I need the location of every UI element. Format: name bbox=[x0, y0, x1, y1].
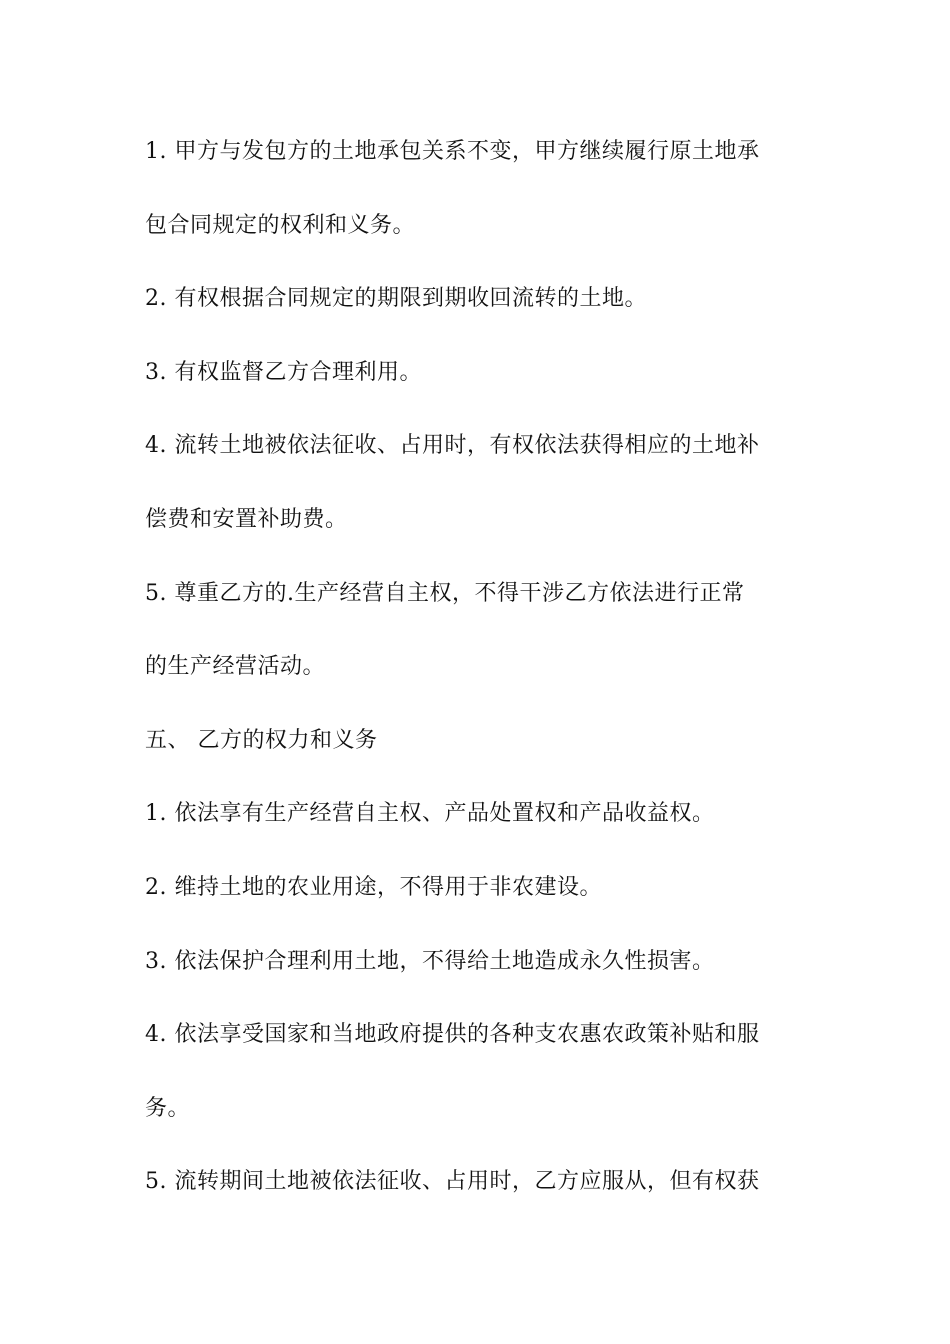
text-line: 2. 维持土地的农业用途，不得用于非农建设。 bbox=[145, 874, 602, 900]
text-line: 偿费和安置补助费。 bbox=[145, 506, 348, 532]
text-line: 1. 依法享有生产经营自主权、产品处置权和产品收益权。 bbox=[145, 801, 715, 827]
text-line: 包合同规定的权利和义务。 bbox=[145, 212, 416, 238]
section-heading: 五、 乙方的权力和义务 bbox=[145, 727, 378, 753]
document-body bbox=[145, 122, 825, 1226]
text-line: 务。 bbox=[145, 1095, 191, 1121]
text-line: 5. 流转期间土地被依法征收、占用时，乙方应服从，但有权获 bbox=[145, 1169, 760, 1195]
text-line: 1. 甲方与发包方的土地承包关系不变，甲方继续履行原土地承 bbox=[145, 139, 760, 164]
text-line: 3. 有权监督乙方合理利用。 bbox=[145, 359, 422, 385]
text-line: 4. 依法享受国家和当地政府提供的各种支农惠农政策补贴和服 bbox=[145, 1022, 760, 1048]
text-line: 的生产经营活动。 bbox=[145, 654, 326, 680]
text-line: 2. 有权根据合同规定的期限到期收回流转的土地。 bbox=[145, 286, 647, 312]
text-line: 3. 依法保护合理利用土地，不得给土地造成永久性损害。 bbox=[145, 948, 715, 974]
text-line: 5. 尊重乙方的.生产经营自主权，不得干涉乙方依法进行正常 bbox=[145, 580, 745, 606]
text-line: 4. 流转土地被依法征收、占用时，有权依法获得相应的土地补 bbox=[145, 433, 760, 459]
